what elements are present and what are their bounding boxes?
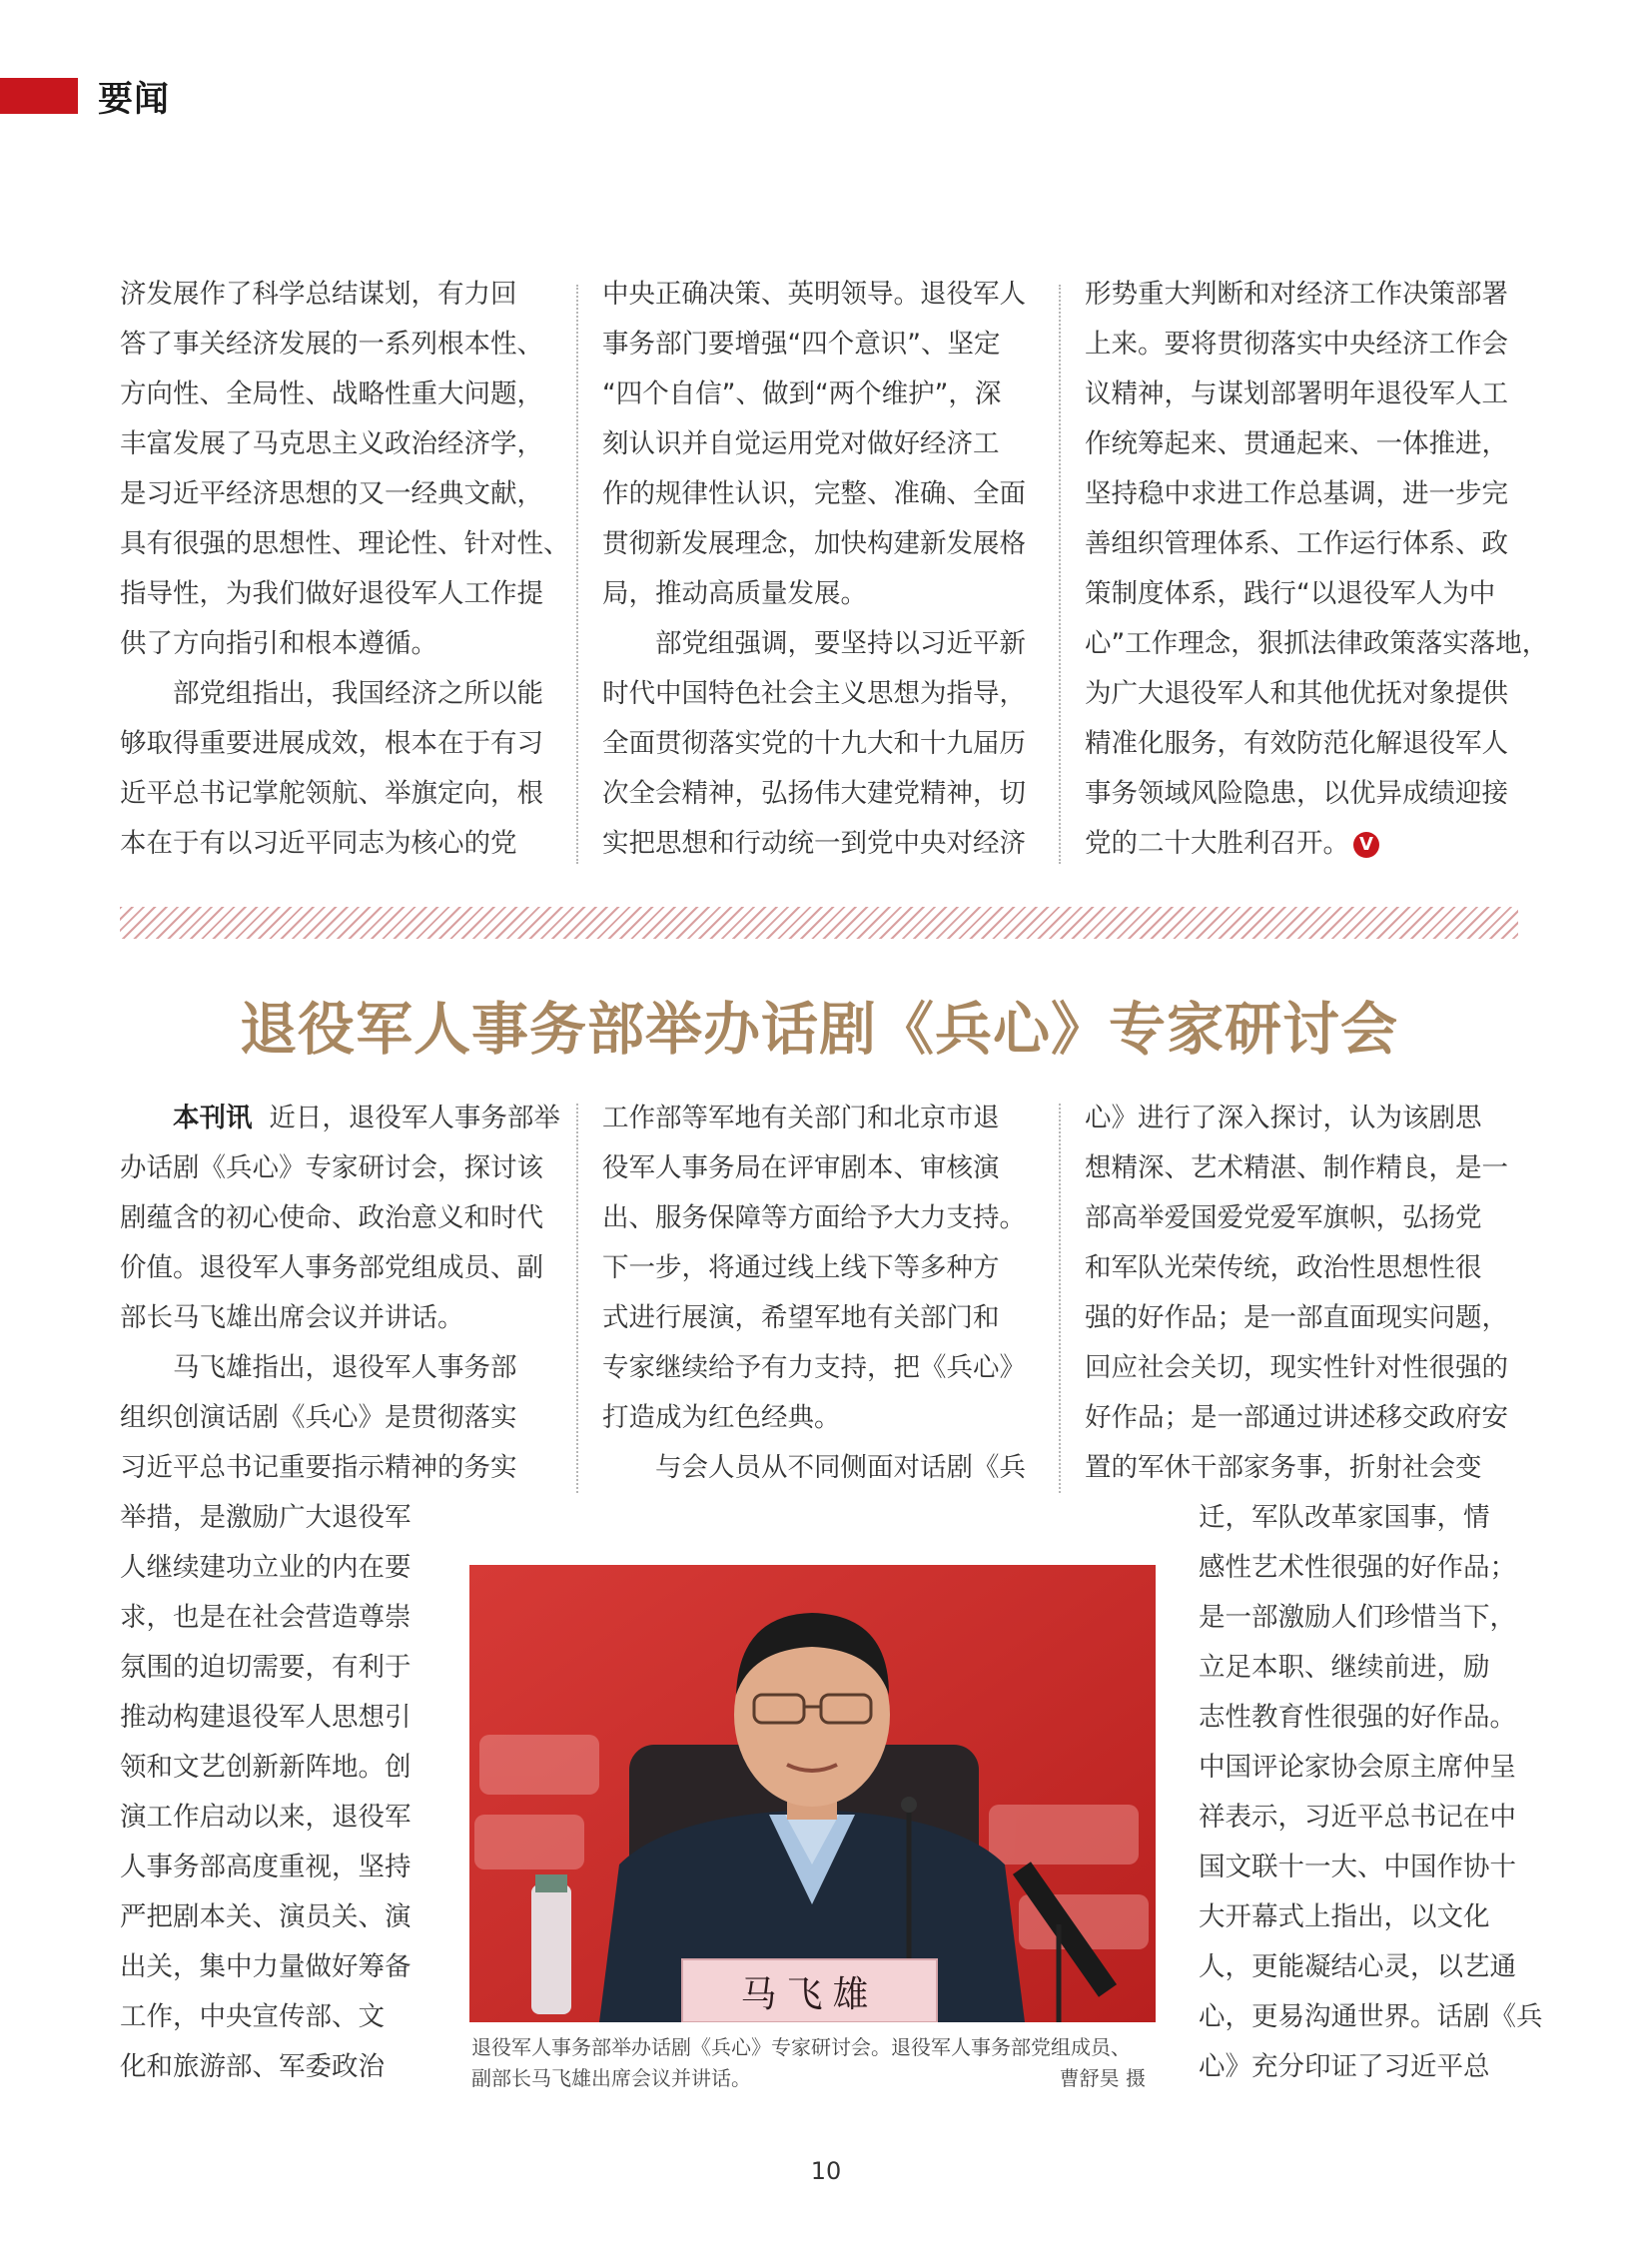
text-line: 具有很强的思想性、理论性、针对性、 bbox=[120, 528, 570, 559]
text-line: 丰富发展了马克思主义政治经济学， bbox=[120, 428, 543, 459]
text-line: 式进行展演，希望军地有关部门和 bbox=[602, 1302, 1000, 1333]
article2-column-3 bbox=[1085, 1094, 1508, 1493]
article1-column-2 bbox=[602, 270, 1026, 869]
text-line: 议精神，与谋划部署明年退役军人工 bbox=[1085, 378, 1508, 409]
text-line: 本在于有以习近平同志为核心的党 bbox=[120, 828, 517, 859]
text-line bbox=[1085, 819, 1548, 869]
text-line: 指导性，为我们做好退役军人工作提 bbox=[120, 578, 543, 609]
text-line: 为广大退役军人和其他优抚对象提供 bbox=[1085, 678, 1508, 709]
text-line: 作的规律性认识，完整、准确、全面 bbox=[602, 478, 1026, 509]
text-line: 强的好作品；是一部直面现实问题， bbox=[1085, 1302, 1508, 1333]
end-of-article-icon: V bbox=[1353, 832, 1379, 858]
text-line: 回应社会关切，现实性针对性很强的 bbox=[1085, 1352, 1508, 1383]
text-line: 国文联十一大、中国作协十 bbox=[1199, 1852, 1516, 1882]
text-line: 善组织管理体系、工作运行体系、政 bbox=[1085, 528, 1508, 559]
text-line: 人，更能凝结心灵，以艺通 bbox=[1199, 1951, 1516, 1982]
text-line: 心”工作理念，狠抓法律政策落实落地， bbox=[1085, 628, 1549, 659]
text-line: 推动构建退役军人思想引 bbox=[120, 1702, 412, 1733]
text-line: 剧蕴含的初心使命、政治意义和时代 bbox=[120, 1202, 543, 1233]
text-line: 办话剧《兵心》专家研讨会，探讨该 bbox=[120, 1152, 543, 1183]
text-line: 心，更易沟通世界。话剧《兵 bbox=[1199, 2001, 1543, 2032]
text-line: 方向性、全局性、战略性重大问题， bbox=[120, 378, 543, 409]
article1-column-3 bbox=[1085, 270, 1548, 869]
caption-line: 退役军人事务部举办话剧《兵心》专家研讨会。退役军人事务部党组成员、 bbox=[471, 2035, 1131, 2059]
lead-label: 本刊讯 bbox=[173, 1103, 253, 1133]
text-line: 形势重大判断和对经济工作决策部署 bbox=[1085, 279, 1508, 310]
text-line: 立足本职、继续前进，励 bbox=[1199, 1652, 1490, 1683]
text-line: 部长马飞雄出席会议并讲话。 bbox=[120, 1302, 464, 1333]
text-line: 与会人员从不同侧面对话剧《兵 bbox=[655, 1452, 1026, 1483]
article-headline: 退役军人事务部举办话剧《兵心》专家研讨会 bbox=[240, 997, 1398, 1063]
article2-column-2 bbox=[602, 1094, 1026, 1493]
text-line: 演工作启动以来，退役军 bbox=[120, 1802, 412, 1833]
text-line-content: 近日，退役军人事务部举 bbox=[269, 1103, 560, 1133]
text-line: 实把思想和行动统一到党中央对经济 bbox=[602, 828, 1026, 859]
nameplate: 马飞雄 bbox=[740, 1974, 879, 2015]
text-line: 时代中国特色社会主义思想为指导， bbox=[602, 678, 1026, 709]
text-line-content: 党的二十大胜利召开。 bbox=[1085, 828, 1349, 859]
text-line: 刻认识并自觉运用党对做好经济工 bbox=[602, 428, 1000, 459]
column-divider bbox=[576, 1104, 578, 1493]
text-line: 部高举爱国爱党爱军旗帜，弘扬党 bbox=[1085, 1202, 1482, 1233]
text-line: 和军队光荣传统，政治性思想性很 bbox=[1085, 1252, 1482, 1283]
section-color-bar bbox=[0, 78, 78, 114]
page-number: 10 bbox=[810, 2157, 842, 2185]
text-line: 工作部等军地有关部门和北京市退 bbox=[602, 1103, 1000, 1133]
text-line: 中央正确决策、英明领导。退役军人 bbox=[602, 279, 1026, 310]
article1-column-1 bbox=[120, 270, 570, 869]
text-line: 济发展作了科学总结谋划，有力回 bbox=[120, 279, 517, 310]
text-line: 是习近平经济思想的又一经典文献， bbox=[120, 478, 543, 509]
text-line: 习近平总书记重要指示精神的务实 bbox=[120, 1452, 517, 1483]
speaker-photo-illustration bbox=[469, 1565, 1156, 2022]
text-line: 近平总书记掌舵领航、举旗定向，根 bbox=[120, 778, 543, 809]
text-line: 下一步，将通过线上线下等多种方 bbox=[602, 1252, 1000, 1283]
photo-credit: 曹舒昊 摄 bbox=[1059, 2066, 1146, 2090]
text-line: 祥表示，习近平总书记在中 bbox=[1199, 1802, 1516, 1833]
text-line: 事务部门要增强“四个意识”、坚定 bbox=[602, 329, 1001, 360]
article2-column-3-wrap bbox=[1199, 1493, 1543, 2092]
text-line: 坚持稳中求进工作总基调，进一步完 bbox=[1085, 478, 1508, 509]
speaker-photo bbox=[469, 1565, 1156, 2022]
text-line: 马飞雄指出，退役军人事务部 bbox=[173, 1352, 517, 1383]
text-line: 次全会精神，弘扬伟大建党精神，切 bbox=[602, 778, 1026, 809]
text-line: 出关，集中力量做好筹备 bbox=[120, 1951, 412, 1982]
text-line: 组织创演话剧《兵心》是贯彻落实 bbox=[120, 1402, 517, 1433]
text-line: 够取得重要进展成效，根本在于有习 bbox=[120, 728, 543, 759]
text-line: 事务领域风险隐患，以优异成绩迎接 bbox=[1085, 778, 1508, 809]
text-line: 严把剧本关、演员关、演 bbox=[120, 1901, 412, 1932]
text-line: 志性教育性很强的好作品。 bbox=[1199, 1702, 1516, 1733]
text-line: 迁，军队改革家国事，情 bbox=[1199, 1502, 1490, 1533]
column-divider bbox=[1059, 285, 1061, 864]
section-separator-hatch bbox=[120, 907, 1518, 939]
text-line: 化和旅游部、军委政治 bbox=[120, 2051, 385, 2082]
text-line: 心》充分印证了习近平总 bbox=[1199, 2051, 1490, 2082]
column-divider bbox=[576, 285, 578, 864]
section-label: 要闻 bbox=[98, 80, 171, 120]
text-line: 人事务部高度重视，坚持 bbox=[120, 1852, 412, 1882]
photo-caption bbox=[471, 2032, 1156, 2094]
text-line: 专家继续给予有力支持，把《兵心》 bbox=[602, 1352, 1026, 1383]
caption-line: 副部长马飞雄出席会议并讲话。 bbox=[471, 2066, 751, 2090]
text-line: 答了事关经济发展的一系列根本性、 bbox=[120, 329, 543, 360]
text-line: 领和文艺创新新阵地。创 bbox=[120, 1752, 412, 1783]
text-line: 全面贯彻落实党的十九大和十九届历 bbox=[602, 728, 1026, 759]
text-line: 出、服务保障等方面给予大力支持。 bbox=[602, 1202, 1026, 1233]
text-line: 好作品；是一部通过讲述移交政府安 bbox=[1085, 1402, 1508, 1433]
text-line: 感性艺术性很强的好作品； bbox=[1199, 1552, 1516, 1583]
text-line: 氛围的迫切需要，有利于 bbox=[120, 1652, 412, 1683]
text-line: 贯彻新发展理念，加快构建新发展格 bbox=[602, 528, 1026, 559]
text-line: 役军人事务局在评审剧本、审核演 bbox=[602, 1152, 1000, 1183]
text-line: 部党组强调，要坚持以习近平新 bbox=[655, 628, 1026, 659]
text-line: 置的军休干部家务事，折射社会变 bbox=[1085, 1452, 1482, 1483]
text-line: 想精深、艺术精湛、制作精良，是一 bbox=[1085, 1152, 1508, 1183]
text-line: 工作，中央宣传部、文 bbox=[120, 2001, 385, 2032]
text-line: 供了方向指引和根本遵循。 bbox=[120, 628, 437, 659]
text-line: 部党组指出，我国经济之所以能 bbox=[173, 678, 543, 709]
text-line: 人继续建功立业的内在要 bbox=[120, 1552, 412, 1583]
text-line: 心》进行了深入探讨，认为该剧思 bbox=[1085, 1103, 1482, 1133]
text-line: 局，推动高质量发展。 bbox=[602, 578, 867, 609]
text-line bbox=[120, 1094, 560, 1143]
text-line: 中国评论家协会原主席仲呈 bbox=[1199, 1752, 1516, 1783]
text-line: 价值。退役军人事务部党组成员、副 bbox=[120, 1252, 543, 1283]
text-line: 大开幕式上指出，以文化 bbox=[1199, 1901, 1490, 1932]
text-line: 打造成为红色经典。 bbox=[602, 1402, 841, 1433]
text-line: 精准化服务，有效防范化解退役军人 bbox=[1085, 728, 1508, 759]
text-line: 求，也是在社会营造尊崇 bbox=[120, 1602, 412, 1633]
text-line: 上来。要将贯彻落实中央经济工作会 bbox=[1085, 329, 1508, 360]
text-line: 作统筹起来、贯通起来、一体推进， bbox=[1085, 428, 1508, 459]
text-line: “四个自信”、做到“两个维护”，深 bbox=[602, 378, 1002, 409]
text-line: 策制度体系，践行“以退役军人为中 bbox=[1085, 578, 1496, 609]
text-line: 举措，是激励广大退役军 bbox=[120, 1502, 412, 1533]
column-divider bbox=[1059, 1104, 1061, 1493]
text-line: 是一部激励人们珍惜当下， bbox=[1199, 1602, 1516, 1633]
